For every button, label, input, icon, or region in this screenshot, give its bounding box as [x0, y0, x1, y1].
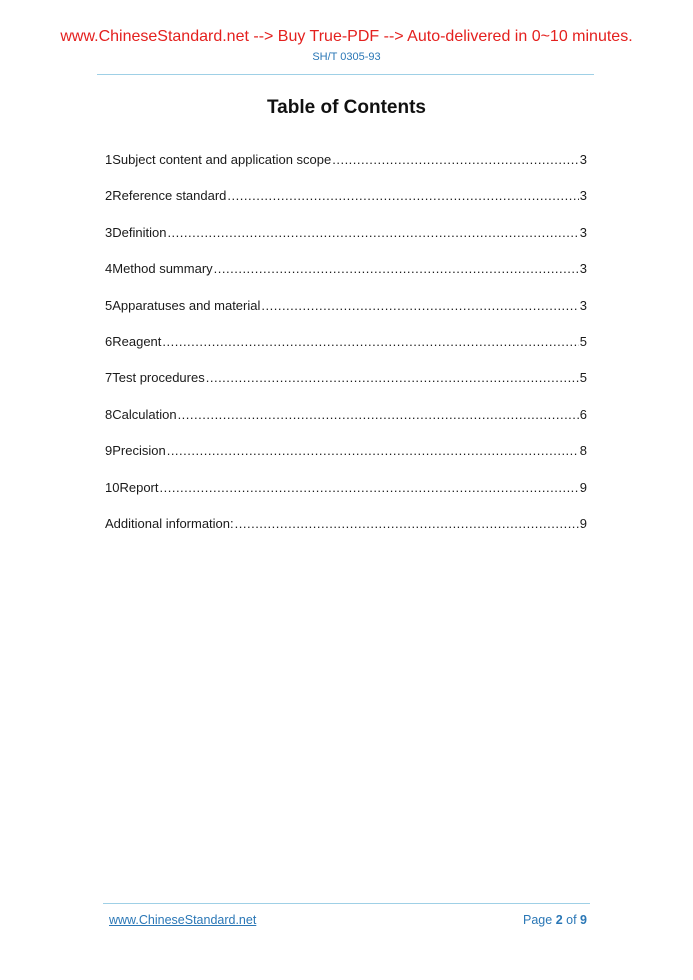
footer-website-link[interactable]: www.ChineseStandard.net — [109, 913, 257, 927]
page-prefix: Page — [523, 913, 553, 927]
toc-entry-page: 3 — [579, 152, 587, 167]
toc-entry-number: 5 — [105, 297, 113, 313]
toc-entry-page: 8 — [579, 443, 587, 459]
footer-divider — [103, 903, 590, 904]
toc-entry-additional-information[interactable] — [105, 516, 587, 552]
toc-entry-page: 9 — [579, 479, 587, 495]
document-code: SH/T 0305-93 — [312, 51, 381, 63]
toc-dot-leader — [162, 334, 578, 349]
toc-entry-number: 2 — [105, 188, 113, 204]
toc-entry-page: 3 — [579, 297, 587, 313]
toc-entry-label: Test procedures — [112, 370, 205, 386]
toc-entry-number: 4 — [105, 261, 113, 277]
toc-list — [105, 152, 587, 552]
toc-dot-leader — [178, 407, 579, 422]
toc-dot-leader — [227, 188, 578, 203]
toc-entry-number: 1 — [105, 152, 113, 167]
toc-entry-report[interactable] — [105, 480, 587, 516]
toc-entry-page: 5 — [579, 333, 587, 349]
toc-dot-leader — [167, 443, 579, 458]
toc-entry-reagent[interactable] — [105, 334, 587, 370]
page-separator: of — [566, 913, 577, 927]
toc-title: Table of Contents — [266, 97, 427, 118]
toc-entry-label: Apparatuses and material — [112, 297, 261, 313]
toc-entry-page: 3 — [579, 224, 587, 240]
toc-entry-number: 9 — [105, 443, 113, 459]
toc-dot-leader — [235, 516, 579, 531]
toc-entry-number: 6 — [105, 333, 113, 349]
toc-entry-number: 3 — [105, 224, 113, 240]
toc-entry-label: Report — [119, 479, 159, 495]
toc-entry-number: 7 — [105, 370, 113, 386]
toc-entry-apparatuses[interactable] — [105, 298, 587, 334]
page-current: 2 — [555, 913, 563, 927]
toc-dot-leader — [214, 261, 579, 276]
toc-entry-label: Precision — [112, 443, 166, 459]
toc-entry-page: 5 — [579, 370, 587, 386]
toc-entry-reference-standard[interactable] — [105, 188, 587, 224]
page-total: 9 — [580, 913, 587, 927]
toc-entry-page: 6 — [579, 406, 587, 422]
toc-entry-test-procedures[interactable] — [105, 370, 587, 406]
toc-entry-label: Definition — [112, 224, 167, 240]
toc-entry-number: 10 — [105, 479, 120, 495]
purchase-banner[interactable]: www.ChineseStandard.net --> Buy True-PDF --> Auto-delivered in 0~10 minutes. — [60, 28, 633, 45]
toc-entry-page: 9 — [579, 515, 587, 531]
header-divider — [97, 74, 594, 75]
page-indicator — [523, 913, 587, 927]
toc-dot-leader — [167, 225, 578, 240]
toc-entry-page: 3 — [579, 188, 587, 204]
toc-entry-label: Additional information: — [105, 515, 234, 531]
toc-entry-precision[interactable] — [105, 443, 587, 479]
toc-dot-leader — [206, 370, 579, 385]
toc-entry-number: 8 — [105, 406, 113, 422]
toc-entry-label: Reference standard — [112, 188, 227, 204]
toc-entry-definition[interactable] — [105, 225, 587, 261]
toc-entry-subject-scope[interactable] — [105, 152, 587, 188]
toc-entry-label: Method summary — [112, 261, 213, 277]
toc-dot-leader — [332, 152, 579, 167]
toc-entry-label: Calculation — [112, 406, 177, 422]
toc-entry-method-summary[interactable] — [105, 261, 587, 297]
toc-dot-leader — [160, 480, 579, 495]
toc-entry-label: Subject content and application scope — [112, 152, 332, 167]
toc-entry-page: 3 — [579, 261, 587, 277]
toc-entry-label: Reagent — [112, 333, 162, 349]
toc-entry-calculation[interactable] — [105, 407, 587, 443]
toc-dot-leader — [261, 298, 578, 313]
